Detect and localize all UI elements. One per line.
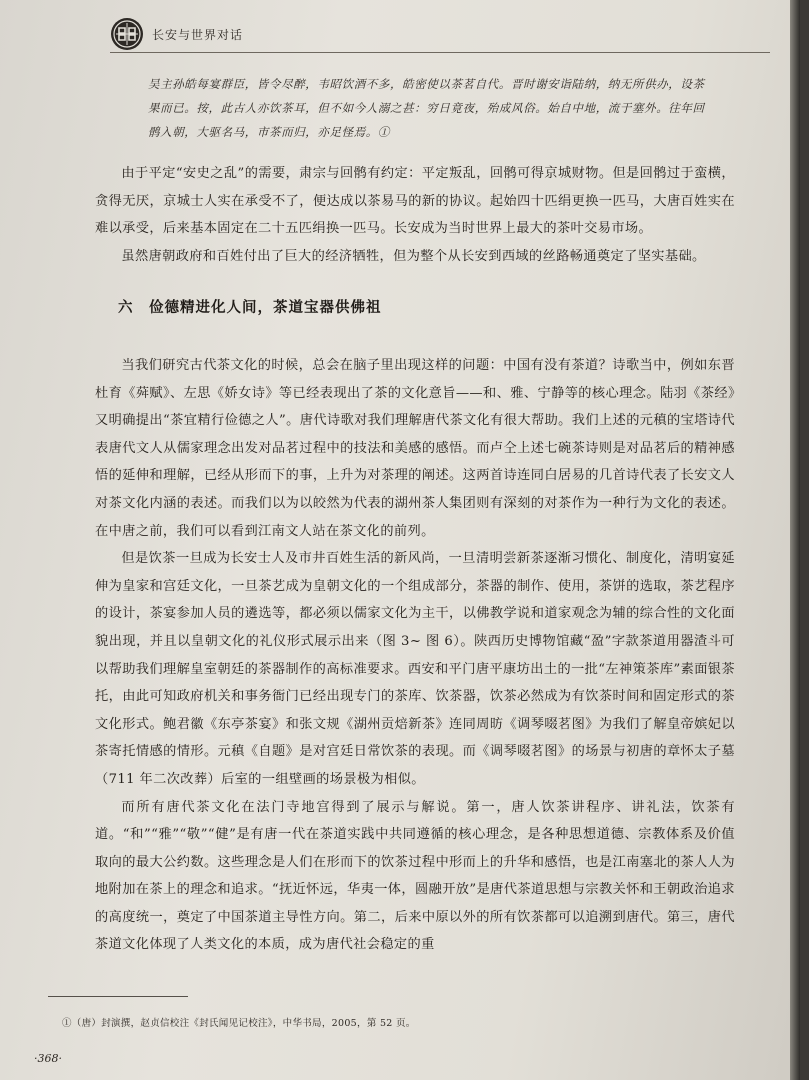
footnote-rule [48,996,188,997]
paragraph: 虽然唐朝政府和百姓付出了巨大的经济牺牲，但为整个从长安到西域的丝路畅通奠定了坚实基础。 [121,248,706,264]
page-number: ·368· [34,1052,62,1065]
paragraph: 由于平定“安史之乱”的需要，肃宗与回鹘有约定：平定叛乱，回鹘可得京城财物。但是回鹘过于蛮横，贪得无厌，京城士人实在承受不了，便达成以茶易马的新的协议。起始四十匹绢更换一匹马，大唐百姓实在难以承受，后来基本固定在二十五匹绢换一匹马。长安成为当时世界上最大的茶叶交易市场。 [95,166,735,237]
paragraph: 当我们研究古代茶文化的时候，总会在脑子里出现这样的问题：中国有没有茶道？诗歌当中，例如东晋杜育《荈赋》、左思《娇女诗》等已经表现出了茶的文化意旨——和、雅、宁静等的核心理念。陆羽《茶经》又明确提出“茶宜精行俭德之人”。唐代诗歌对我们理解唐代茶文化有很大帮助。我们上述的元稹的宝塔诗代表唐代文人从儒家理念出发对品茗过程中的技法和美感的感悟。而卢仝上述七碗茶诗则是对品茗后的精神感悟的延伸和理解，已经从形而下的事，上升为对茶理的阐述。这两首诗连同白居易的几首诗代表了长安文人对茶文化内涵的表述。而我们以为以皎然为代表的湖州茶人集团则有深刻的对茶作为一种行为文化的表述。在中唐之前，我们可以看到江南文人站在茶文化的前列。 [95,358,735,539]
main-paragraphs [95,352,735,959]
paragraph: 但是饮茶一旦成为长安士人及市井百姓生活的新风尚，一旦清明尝新茶逐渐习惯化、制度化，清明宴延伸为皇家和宫廷文化，一旦茶艺成为皇朝文化的一个组成部分，茶器的制作、使用，茶饼的选取，茶艺程序的设计，茶宴参加人员的遴选等，都必须以儒家文化为主干，以佛教学说和道家观念为辅的综合性的文化面貌出现，并且以皇朝文化的礼仪形式展示出来（图 3~ 图 6）。陕西历史博物馆藏“盈”字款茶道用器渣斗可以帮助我们理解皇室朝廷的茶器制作的高标准要求。西安和平门唐平康坊出土的一批“左神策茶库”素面银茶托，由此可知政府机关和事务衙门已经出现专门的茶库、饮茶器，饮茶必然成为有饮茶时间和固定形式的茶文化形式。鲍君徽《东亭茶宴》和张文规《湖州贡焙新茶》连同周昉《调琴啜茗图》为我们了解皇帝嫔妃以茶寄托情感的情形。元稹《自题》是对宫廷日常饮茶的表现。而《调琴啜茗图》的场景与初唐的章怀太子墓（711 年二次改葬）后室的一组壁画的场景极为相似。 [95,551,735,787]
book-title: 长安与世界对话 [152,27,244,42]
section-heading: 六 俭德精进化人间，茶道宝器供佛祖 [118,300,382,316]
intro-paragraphs [95,160,735,270]
footnote: ①（唐）封演撰，赵贞信校注《封氏闻见记校注》，中华书局，2005，第 52 页。 [62,1018,416,1029]
header-rule [110,52,770,53]
running-header [110,14,243,54]
ornamental-seal-icon [110,17,144,51]
page-edge-shadow [790,0,800,1080]
paragraph: 而所有唐代茶文化在法门寺地宫得到了展示与解说。第一，唐人饮茶讲程序、讲礼法，饮茶有道。“和”“雅”“敬”“健”是有唐一代在茶道实践中共同遵循的核心理念，是各种思想道德、宗教体系及价值取向的最大公约数。这些理念是人们在形而下的饮茶过程中形而上的升华和感悟，也是江南塞北的茶人人为地附加在茶上的理念和追求。“抚近怀远，华夷一体，圆融开放”是唐代茶道思想与宗教关怀和王朝政治追求的高度统一，奠定了中国茶道主导性方向。第二，后来中原以外的所有饮茶都可以追溯到唐代。第三，唐代茶道文化体现了人类文化的本质，成为唐代社会稳定的重 [95,799,735,953]
block-quote: 吴主孙皓每宴群臣，皆令尽醉，韦昭饮酒不多，皓密使以茶茗自代。晋时谢安诣陆纳，纳无所供办，设茶果而已。按，此古人亦饮茶耳，但不如今人溺之甚：穷日竟夜，殆成风俗。始自中地，流于塞外。往年回鹘入朝，大驱名马，市茶而归，亦足怪焉。① [148,77,705,139]
